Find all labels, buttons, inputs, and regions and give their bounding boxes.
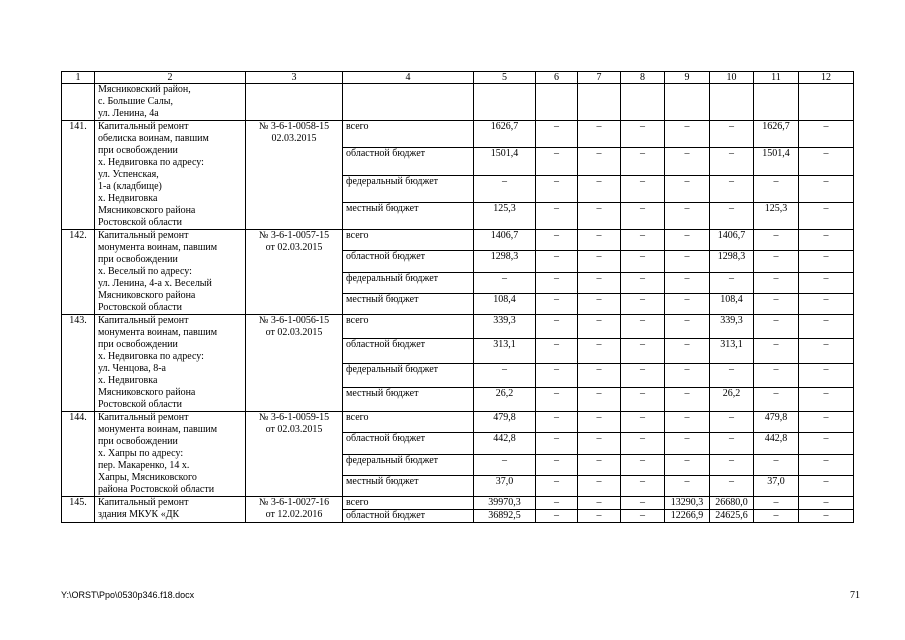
year-value: – [665, 363, 710, 387]
year-value: – [665, 454, 710, 475]
continuation-row [62, 84, 854, 121]
year-value: – [665, 315, 710, 339]
entry-description-line: при освобождении [98, 145, 178, 156]
entry-description [95, 315, 246, 412]
entry-description-line: обелиска воинам, павшим [98, 133, 209, 144]
year-value: – [621, 230, 665, 251]
entry-number: 144. [62, 412, 95, 497]
entry-description-line: при освобождении [98, 254, 178, 265]
year-value: – [799, 339, 854, 363]
column-header: 10 [710, 72, 754, 84]
entry-description-line: Капитальный ремонт [98, 497, 189, 508]
budget-source: областной бюджет [343, 433, 474, 454]
empty-cell [246, 84, 343, 121]
file-path: Y:\ORST\Ppo\0530p346.f18.docx [61, 590, 195, 600]
total-value: 1406,7 [474, 230, 536, 251]
year-value: – [578, 293, 621, 314]
table-row [62, 497, 854, 510]
year-value: – [621, 412, 665, 433]
table-row [62, 230, 854, 251]
entry-number: 145. [62, 497, 95, 523]
budget-source: местный бюджет [343, 387, 474, 411]
total-value: 108,4 [474, 293, 536, 314]
entry-description-line: Ростовской области [98, 217, 182, 228]
year-value: – [799, 412, 854, 433]
entry-description-line: Мясниковского района [98, 205, 196, 216]
year-value: – [754, 454, 799, 475]
year-value: – [799, 387, 854, 411]
year-value: – [799, 148, 854, 175]
header-row [62, 72, 854, 84]
year-value: – [536, 387, 578, 411]
empty-cell [799, 84, 854, 121]
budget-source: федеральный бюджет [343, 363, 474, 387]
entry-description [95, 497, 246, 523]
total-value: 1501,4 [474, 148, 536, 175]
budget-source: местный бюджет [343, 202, 474, 229]
year-value: – [621, 510, 665, 523]
year-value: – [665, 202, 710, 229]
budget-source: областной бюджет [343, 251, 474, 272]
year-value: – [621, 202, 665, 229]
year-value: – [754, 339, 799, 363]
entry-number: 142. [62, 230, 95, 315]
entry-description [95, 121, 246, 230]
year-value: – [536, 272, 578, 293]
year-value: – [578, 510, 621, 523]
total-value: 313,1 [474, 339, 536, 363]
year-value: 125,3 [754, 202, 799, 229]
entry-description-line: Капитальный ремонт [98, 121, 189, 132]
entry-description-line: х. Недвиговка [98, 193, 158, 204]
year-value: – [665, 433, 710, 454]
year-value: – [799, 202, 854, 229]
year-value: – [621, 148, 665, 175]
entry-description-line: ул. Ченцова, 8-а [98, 363, 166, 374]
year-value: – [536, 363, 578, 387]
year-value: – [621, 121, 665, 148]
entry-description-line: монумента воинам, павшим [98, 327, 218, 338]
year-value: – [578, 121, 621, 148]
year-value: – [799, 510, 854, 523]
entry-description-line: ул. Ленина, 4а [98, 108, 159, 119]
year-value: – [710, 363, 754, 387]
year-value: – [536, 475, 578, 496]
year-value: – [536, 175, 578, 202]
entry-description-line: ул. Ленина, 4-а х. Веселый [98, 278, 212, 289]
year-value: – [665, 475, 710, 496]
entry-document-line: № 3-6-1-0058-15 [258, 121, 330, 132]
year-value: – [621, 475, 665, 496]
column-header: 11 [754, 72, 799, 84]
entry-description-line: ул. Успенская, [98, 169, 159, 180]
entry-document-line: от 12.02.2016 [265, 509, 323, 520]
year-value: – [578, 387, 621, 411]
year-value: – [754, 251, 799, 272]
year-value: – [621, 251, 665, 272]
year-value: 339,3 [710, 315, 754, 339]
total-value: – [474, 454, 536, 475]
year-value: 26680,0 [710, 497, 754, 510]
year-value: 1298,3 [710, 251, 754, 272]
year-value: – [578, 454, 621, 475]
year-value: – [536, 497, 578, 510]
entry-description [95, 230, 246, 315]
year-value: – [665, 412, 710, 433]
year-value: – [536, 315, 578, 339]
entry-document [246, 315, 343, 412]
total-value: 339,3 [474, 315, 536, 339]
entry-document [246, 412, 343, 497]
year-value: – [799, 230, 854, 251]
entry-description-line: х. Веселый по адресу: [98, 266, 192, 277]
year-value: 108,4 [710, 293, 754, 314]
entry-description-line: Ростовской области [98, 302, 182, 313]
year-value: – [578, 497, 621, 510]
year-value: – [578, 412, 621, 433]
year-value: 479,8 [754, 412, 799, 433]
entry-description [95, 412, 246, 497]
budget-source: всего [343, 497, 474, 510]
table-row [62, 121, 854, 148]
entry-number: 143. [62, 315, 95, 412]
column-header: 2 [95, 72, 246, 84]
year-value: – [665, 339, 710, 363]
year-value: – [536, 412, 578, 433]
entry-description-line: Мясниковский район, [98, 84, 191, 95]
year-value: – [710, 433, 754, 454]
total-value: – [474, 175, 536, 202]
table-row [62, 315, 854, 339]
column-header: 1 [62, 72, 95, 84]
column-header: 4 [343, 72, 474, 84]
budget-source: областной бюджет [343, 339, 474, 363]
year-value: – [799, 433, 854, 454]
year-value: – [665, 251, 710, 272]
year-value: – [621, 363, 665, 387]
page-number: 71 [850, 590, 860, 601]
year-value: – [665, 175, 710, 202]
entry-description [95, 84, 246, 121]
entry-description-line: монумента воинам, павшим [98, 242, 218, 253]
year-value: – [621, 497, 665, 510]
year-value: 1501,4 [754, 148, 799, 175]
year-value: – [665, 387, 710, 411]
total-value: 37,0 [474, 475, 536, 496]
year-value: – [536, 251, 578, 272]
year-value: – [799, 363, 854, 387]
budget-source: областной бюджет [343, 510, 474, 523]
entry-description-line: Ростовской области [98, 399, 182, 410]
entry-description-line: Мясниковского района [98, 387, 196, 398]
year-value: – [578, 272, 621, 293]
entry-document [246, 497, 343, 523]
total-value: 1626,7 [474, 121, 536, 148]
empty-cell [621, 84, 665, 121]
entry-document-line: № 3-6-1-0057-15 [258, 230, 330, 241]
budget-source: всего [343, 230, 474, 251]
year-value: – [621, 387, 665, 411]
empty-cell [578, 84, 621, 121]
year-value: – [799, 293, 854, 314]
year-value: – [799, 272, 854, 293]
entry-document-line: № 3-6-1-0027-16 [258, 497, 330, 508]
total-value: 442,8 [474, 433, 536, 454]
entry-description-line: Капитальный ремонт [98, 412, 189, 423]
year-value: – [754, 497, 799, 510]
year-value: – [578, 363, 621, 387]
total-value: 36892,5 [474, 510, 536, 523]
year-value: – [665, 272, 710, 293]
budget-source: федеральный бюджет [343, 175, 474, 202]
year-value: – [578, 315, 621, 339]
year-value: 1406,7 [710, 230, 754, 251]
year-value: – [710, 121, 754, 148]
year-value: – [621, 272, 665, 293]
column-header: 12 [799, 72, 854, 84]
year-value: – [621, 315, 665, 339]
year-value: – [799, 315, 854, 339]
column-header: 7 [578, 72, 621, 84]
entry-description-line: здания МКУК «ДК [98, 509, 180, 520]
year-value: – [621, 175, 665, 202]
entry-description-line: 1-а (кладбище) [98, 181, 162, 192]
budget-source: всего [343, 121, 474, 148]
entry-document-line: от 02.03.2015 [265, 327, 323, 338]
year-value: – [578, 148, 621, 175]
entry-number: 141. [62, 121, 95, 230]
year-value: – [578, 433, 621, 454]
total-value: 125,3 [474, 202, 536, 229]
entry-description-line: х. Хапры по адресу: [98, 448, 184, 459]
entry-description-line: при освобождении [98, 339, 178, 350]
column-header: 6 [536, 72, 578, 84]
total-value: 479,8 [474, 412, 536, 433]
year-value: – [710, 454, 754, 475]
year-value: – [536, 148, 578, 175]
entry-description-line: пер. Макаренко, 14 х. [98, 460, 190, 471]
year-value: – [536, 339, 578, 363]
year-value: 24625,6 [710, 510, 754, 523]
budget-source: федеральный бюджет [343, 272, 474, 293]
year-value: – [754, 363, 799, 387]
entry-document-line: 02.03.2015 [271, 133, 317, 144]
year-value: – [621, 339, 665, 363]
entry-description-line: Капитальный ремонт [98, 230, 189, 241]
year-value: – [754, 175, 799, 202]
budget-source: всего [343, 412, 474, 433]
year-value: 12266,9 [665, 510, 710, 523]
empty-cell [343, 84, 474, 121]
year-value: – [710, 175, 754, 202]
entry-description-line: х. Недвиговка [98, 375, 158, 386]
year-value: – [799, 497, 854, 510]
column-header: 3 [246, 72, 343, 84]
year-value: – [621, 433, 665, 454]
entry-description-line: Мясниковского района [98, 290, 196, 301]
entry-description-line: района Ростовской области [98, 484, 215, 495]
entry-document-line: от 02.03.2015 [265, 242, 323, 253]
year-value: – [665, 293, 710, 314]
entry-document-line: от 02.03.2015 [265, 424, 323, 435]
year-value: – [536, 121, 578, 148]
year-value: – [799, 121, 854, 148]
year-value: – [710, 475, 754, 496]
year-value: – [799, 475, 854, 496]
year-value: – [754, 510, 799, 523]
year-value: – [621, 293, 665, 314]
total-value: – [474, 272, 536, 293]
year-value: – [578, 230, 621, 251]
year-value: – [754, 272, 799, 293]
year-value: – [710, 272, 754, 293]
year-value: – [799, 454, 854, 475]
year-value: – [665, 121, 710, 148]
year-value: 313,1 [710, 339, 754, 363]
year-value: – [536, 230, 578, 251]
budget-source: всего [343, 315, 474, 339]
table-row [62, 412, 854, 433]
entry-description-line: х. Недвиговка по адресу: [98, 157, 204, 168]
budget-source: областной бюджет [343, 148, 474, 175]
entry-document-line: № 3-6-1-0059-15 [258, 412, 330, 423]
year-value: – [754, 293, 799, 314]
year-value: – [754, 387, 799, 411]
year-value: – [578, 475, 621, 496]
column-header: 5 [474, 72, 536, 84]
budget-table [61, 71, 854, 523]
total-value: 26,2 [474, 387, 536, 411]
entry-description-line: Хапры, Мясниковского [98, 472, 197, 483]
year-value: – [578, 202, 621, 229]
empty-cell [754, 84, 799, 121]
year-value: – [754, 315, 799, 339]
column-header: 8 [621, 72, 665, 84]
year-value: – [578, 339, 621, 363]
year-value: – [536, 433, 578, 454]
year-value: – [710, 202, 754, 229]
entry-description-line: Капитальный ремонт [98, 315, 189, 326]
year-value: 13290,3 [665, 497, 710, 510]
year-value: – [536, 510, 578, 523]
year-value: – [578, 175, 621, 202]
year-value: – [578, 251, 621, 272]
entry-description-line: при освобождении [98, 436, 178, 447]
budget-source: местный бюджет [343, 293, 474, 314]
empty-cell [474, 84, 536, 121]
year-value: – [710, 148, 754, 175]
year-value: – [710, 412, 754, 433]
entry-document [246, 230, 343, 315]
column-header: 9 [665, 72, 710, 84]
year-value: – [536, 202, 578, 229]
year-value: – [621, 454, 665, 475]
empty-cell [536, 84, 578, 121]
empty-cell [710, 84, 754, 121]
year-value: – [665, 148, 710, 175]
year-value: 37,0 [754, 475, 799, 496]
year-value: – [754, 230, 799, 251]
total-value: 39970,3 [474, 497, 536, 510]
entry-description-line: монумента воинам, павшим [98, 424, 218, 435]
year-value: – [799, 251, 854, 272]
entry-description-line: с. Большие Салы, [98, 96, 173, 107]
total-value: 1298,3 [474, 251, 536, 272]
budget-source: федеральный бюджет [343, 454, 474, 475]
year-value: 442,8 [754, 433, 799, 454]
year-value: 1626,7 [754, 121, 799, 148]
year-value: 26,2 [710, 387, 754, 411]
budget-source: местный бюджет [343, 475, 474, 496]
year-value: – [799, 175, 854, 202]
entry-number [62, 84, 95, 121]
total-value: – [474, 363, 536, 387]
year-value: – [536, 454, 578, 475]
empty-cell [665, 84, 710, 121]
entry-document [246, 121, 343, 230]
entry-description-line: х. Недвиговка по адресу: [98, 351, 204, 362]
year-value: – [665, 230, 710, 251]
year-value: – [536, 293, 578, 314]
entry-document-line: № 3-6-1-0056-15 [258, 315, 330, 326]
